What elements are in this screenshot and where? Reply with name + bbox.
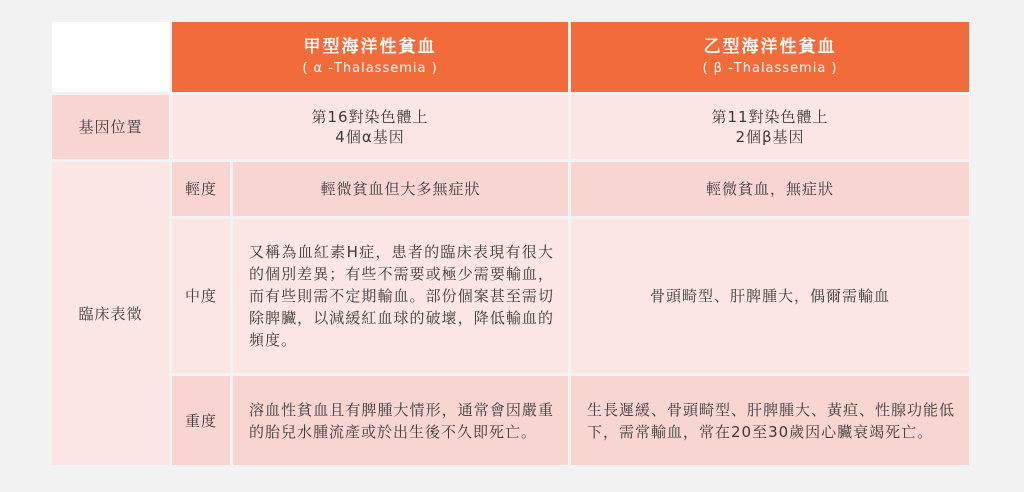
beta-severe-cell [571, 376, 969, 465]
beta-subtitle: ( β -Thalassemia ) [702, 61, 838, 76]
corner-cell [52, 22, 169, 92]
gene-location-label [52, 95, 169, 159]
beta-title: 乙型海洋性貧血 [703, 37, 837, 57]
alpha-moderate-cell [233, 219, 568, 373]
clinical-label-text: 臨床表徵 [78, 304, 143, 323]
alpha-mild-cell [233, 162, 568, 216]
severe-label-text: 重度 [184, 411, 217, 430]
beta-gene-cell [571, 95, 969, 159]
moderate-label-text: 中度 [184, 287, 217, 305]
alpha-gene-line1: 第16對染色體上 [311, 108, 429, 126]
beta-header [571, 22, 969, 92]
alpha-mild-text: 輕微貧血但大多無症狀 [320, 180, 481, 198]
beta-mild-cell [571, 162, 969, 216]
mild-label [172, 162, 230, 216]
alpha-moderate-text: 又稱為血紅素H症，患者的臨床表現有很大的個別差異；有些不需要或極少需要輸血，而有些則需不定期輸血。部份個案甚至需切除脾臟，以減緩紅血球的破壞，降低輸血的頻度。 [249, 243, 554, 349]
clinical-label [52, 162, 169, 465]
alpha-severe-cell [233, 376, 568, 465]
alpha-gene-cell [172, 95, 568, 159]
beta-severe-text: 生長遲緩、骨頭畸型、肝脾腫大、黃疸、性腺功能低下，需常輸血，常在20至30歲因心臟衰竭死亡。 [587, 400, 956, 441]
beta-gene-line2: 2個β基因 [735, 128, 805, 146]
alpha-subtitle: ( α -Thalassemia ) [302, 61, 438, 76]
alpha-gene-line2: 4個α基因 [335, 128, 405, 146]
alpha-severe-text: 溶血性貧血且有脾腫大情形，通常會因嚴重的胎兒水腫流產或於出生後不久即死亡。 [249, 400, 554, 441]
beta-moderate-text: 骨頭畸型、肝脾腫大，偶爾需輸血 [649, 287, 890, 305]
gene-location-label-text: 基因位置 [78, 118, 143, 136]
alpha-header [172, 22, 568, 92]
severe-label [172, 376, 230, 465]
beta-gene-line1: 第11對染色體上 [711, 108, 829, 126]
moderate-label [172, 219, 230, 373]
beta-mild-text: 輕微貧血，無症狀 [705, 180, 834, 198]
alpha-title: 甲型海洋性貧血 [303, 37, 437, 57]
mild-label-text: 輕度 [184, 180, 217, 198]
beta-moderate-cell [571, 219, 969, 373]
